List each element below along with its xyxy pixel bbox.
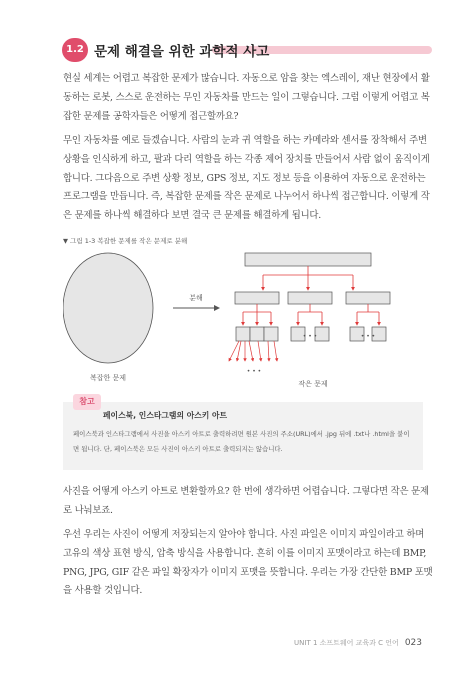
paragraph-line: 동하는 로봇, 스스로 운전하는 무인 자동차를 만드는 일이 그렇습니다. 그럼 이렇게 어렵고 복 [63,91,430,103]
paragraph-intro [63,70,430,126]
section-header [62,38,432,62]
leaf-box [236,327,250,341]
paragraph-line: 프로그램을 만듭니다. 즉, 복잡한 문제를 작은 문제로 나누어서 하나씩 접근합니다. 이렇게 작 [63,191,430,203]
note-line: 면 됩니다. 단, 페이스북은 모든 사진이 아스키 아트로 출력되지는 않습니다. [73,445,283,453]
note-body [73,427,413,457]
paragraph-image-format [63,526,433,601]
root-box [245,253,371,266]
paragraph-line: 잡한 문제를 공학자들은 어떻게 접근할까요? [63,110,239,122]
ellipsis: • • • [360,333,376,340]
note-title: 페이스북, 인스타그램의 아스키 아트 [103,411,228,420]
page-number: 023 [404,638,422,648]
decomposition-diagram [63,250,423,395]
complex-problem-circle [63,253,153,363]
footer-unit: UNIT 1 소프트웨어 교육과 C 언어 [294,639,399,647]
note-badge: 참고 [73,394,101,410]
page-footer [294,638,422,648]
paragraph-line: 은 문제를 하나씩 해결하다 보면 결국 큰 문제를 해결하게 됩니다. [63,210,322,222]
note-line: 페이스북과 인스타그램에서 사진을 아스키 아트로 출력하려면 원본 사진의 주소(URL)에서 .jpg 뒤에 .txt나 .html을 붙이 [73,430,410,438]
paragraph-line: PNG, JPG, GIF 같은 파일 확장자가 이미지 포맷을 뜻합니다. 우리는 가장 간단한 BMP 포맷 [63,566,433,578]
figure-caption: ▼ 그림 1-3 복잡한 문제를 작은 문제로 분해 [63,237,188,245]
paragraph-line: 을 사용할 것입니다. [63,585,143,597]
leaf-box [250,327,264,341]
paragraph-ascii-question [63,483,429,521]
mid-box [346,292,390,304]
paragraph-autonomous-car [63,132,430,226]
paragraph-line: 무인 자동차를 예로 들겠습니다. 사람의 눈과 귀 역할을 하는 카메라와 센서를 장착해서 주변 [63,135,427,146]
note-box [63,397,423,470]
section-title: 문제 해결을 위한 과학적 사고 [94,44,270,60]
leaf-box [264,327,278,341]
paragraph-line: 고유의 색상 표현 방식, 압축 방식을 사용합니다. 흔히 이를 이미지 포맷이라고 하는데 BMP, [63,547,427,559]
paragraph-line: 합니다. 그다음으로 주변 상황 정보, GPS 정보, 지도 정보 등을 이용하여 자동으로 운전하는 [63,172,426,184]
paragraph-line: 우선 우리는 사진이 어떻게 저장되는지 알아야 합니다. 사진 파일은 이미지 파일이라고 하며 [63,529,425,540]
paragraph-line: 상황을 인식하게 하고, 팔과 다리 역할을 하는 각종 제어 장치를 만들어서 사람 없이 움직이게 [63,153,430,165]
decompose-label: 분해 [189,294,203,302]
ellipsis: • • • [302,333,318,340]
right-label: 작은 문제 [298,380,328,388]
paragraph-line: 현실 세계는 어렵고 복잡한 문제가 많습니다. 자동으로 암을 찾는 엑스레이, 재난 현장에서 활 [63,73,430,84]
mid-box [288,292,332,304]
paragraph-line: 사진을 어떻게 아스키 아트로 변환할까요? 한 번에 생각하면 어렵습니다. 그렇다면 작은 문제 [63,486,429,497]
section-number-badge: 1.2 [62,38,88,62]
paragraph-line: 로 나눠보죠. [63,504,113,516]
ellipsis: • • • [246,368,262,375]
mid-box [235,292,279,304]
left-label: 복잡한 문제 [89,374,127,382]
